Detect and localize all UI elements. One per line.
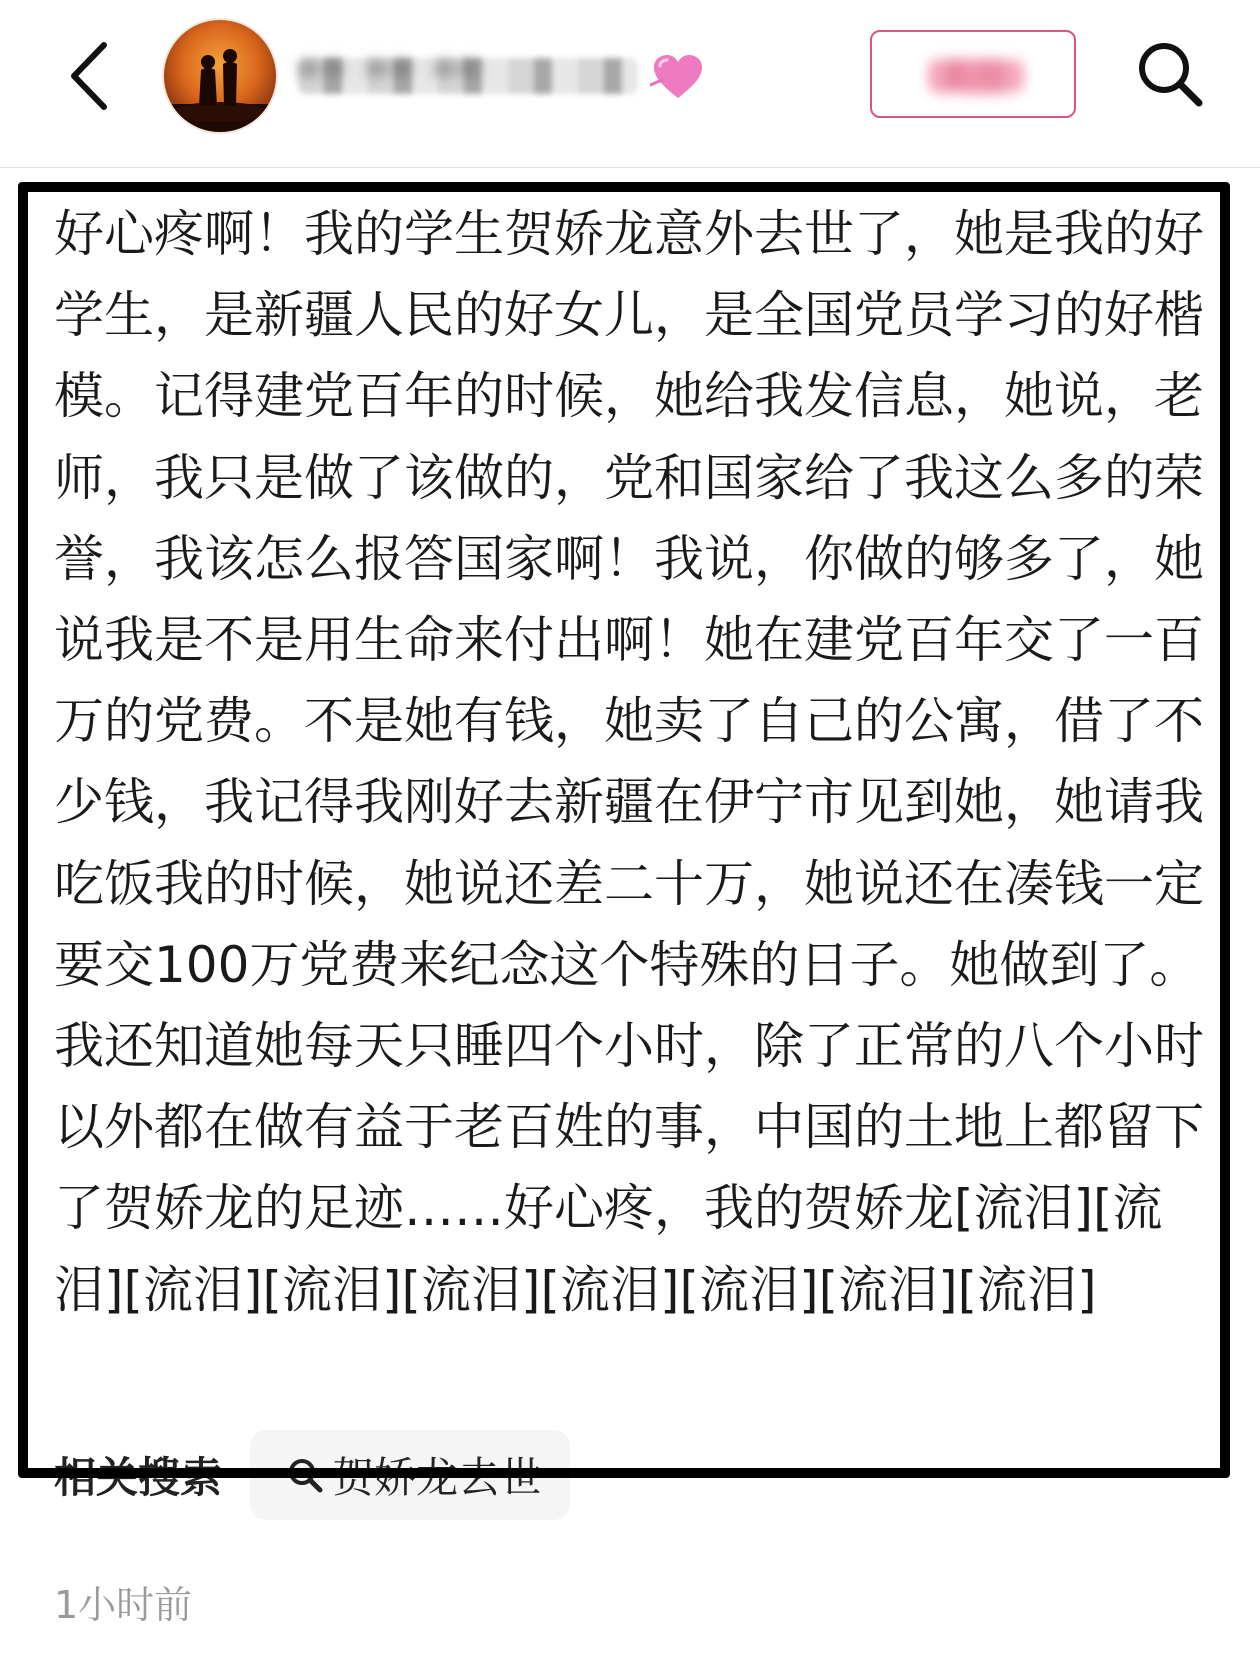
highlight-frame xyxy=(18,182,1230,1478)
related-search-query: 贺娇龙去世 xyxy=(332,1453,543,1502)
post-body-text: 好心疼啊！我的学生贺娇龙意外去世了，她是我的好学生，是新疆人民的好女儿，是全国党员学习的好楷模。记得建党百年的时候，她给我发信息，她说，老师，我只是做了该做的，党和国家给了我这么多的荣誉，我该怎么报答国家啊！我说，你做的够多了，她说我是不是用生命来付出啊！她在建党百年交了一百万的党费。不是她有钱，她卖了自己的公寓，借了不少钱，我记得我刚好去新疆在伊宁市见到她，她请我吃饭我的时候，她说还差二十万，她说还在凑钱一定要交100万党费来纪念这个特殊的日子。她做到了。我还知道她每天只睡四个小时，除了正常的八个小时以外都在做有益于老百姓的事，中国的土地上都留下了贺娇龙的足迹……好心疼，我的贺娇龙[流泪][流泪][流泪][流泪][流泪][流泪][流泪][流泪][流泪] xyxy=(54,205,1204,1319)
avatar-couple-silhouette-icon xyxy=(164,20,276,132)
search-button[interactable] xyxy=(1130,34,1210,114)
chevron-left-icon xyxy=(66,41,110,111)
follow-button[interactable] xyxy=(870,30,1076,118)
avatar[interactable] xyxy=(162,18,278,134)
follow-button-label: 关注 xyxy=(939,57,1007,98)
top-bar xyxy=(0,0,1260,168)
username[interactable] xyxy=(298,40,698,112)
back-button[interactable] xyxy=(60,40,116,112)
related-search-label: 相关搜索 xyxy=(54,1453,223,1502)
post-timestamp: 1小时前 xyxy=(54,1583,193,1627)
username-text: ** ** ** xyxy=(298,53,484,99)
heart-icon xyxy=(650,52,706,102)
search-icon xyxy=(1135,39,1205,109)
